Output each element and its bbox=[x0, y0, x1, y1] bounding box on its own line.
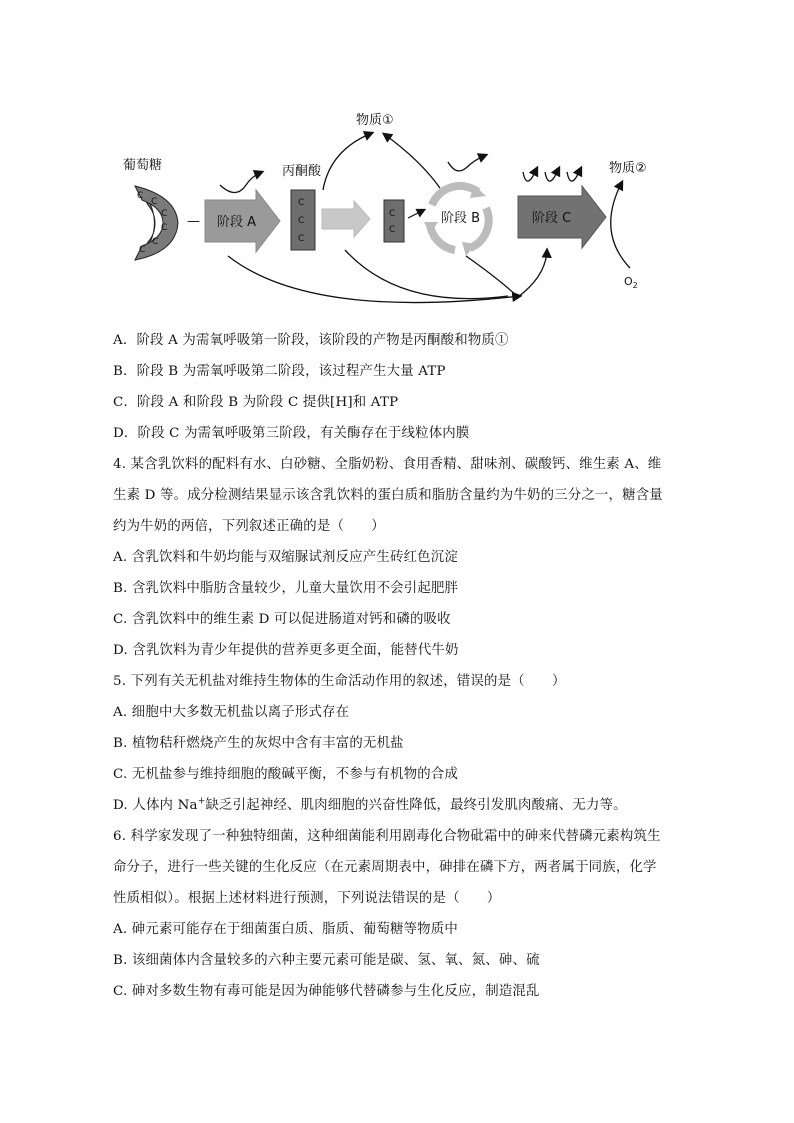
glucose-carbon: C bbox=[152, 237, 159, 247]
glucose-carbon: C bbox=[151, 197, 158, 207]
q3-option-b: B．阶段 B 为需氧呼吸第二阶段，该过程产生大量 ATP bbox=[113, 364, 446, 379]
q5-option-d bbox=[113, 796, 627, 816]
dash-label: — bbox=[187, 214, 200, 229]
stage-a-label: 阶段 A bbox=[217, 215, 257, 230]
byproduct-arrow-b bbox=[448, 155, 486, 171]
h-arrow-from-b bbox=[466, 256, 518, 297]
acetyl-carbon: C bbox=[389, 225, 396, 235]
q5-option-d-pre: D. 人体内 Na bbox=[113, 798, 198, 813]
q5-option-d-post: 缺乏引起神经、肌肉细胞的兴奋性降低，最终引发肌肉酸痛、无力等。 bbox=[205, 798, 627, 813]
pyruvate-carbon: C bbox=[298, 216, 305, 226]
stage-c-arrow bbox=[518, 186, 606, 248]
sodium-charge: + bbox=[197, 796, 206, 807]
q6-stem-line: 命分子，进行一些关键的生化反应（在元素周期表中，砷排在磷下方，两者属于同族，化学 bbox=[113, 860, 657, 875]
q6-stem-line: 6. 科学家发现了一种独特细菌，这种细菌能利用剧毒化合物砒霜中的砷来代替磷元素构筑生 bbox=[113, 829, 661, 844]
glucose-label: 葡萄糖 bbox=[123, 158, 163, 173]
q4-stem-line: 生素 D 等。成分检测结果显示该含乳饮料的蛋白质和脂肪含量约为牛奶的三分之一，糖含量 bbox=[113, 488, 663, 503]
pyruvate-label: 丙酮酸 bbox=[282, 164, 322, 179]
q4-stem-line: 4. 某含乳饮料的配料有水、白砂糖、全脂奶粉、食用香精、甜味剂、碳酸钙、维生素 A、维 bbox=[113, 457, 662, 472]
acetyl-molecule bbox=[384, 200, 404, 242]
q3-option-c: C．阶段 A 和阶段 B 为阶段 C 提供[H]和 ATP bbox=[113, 395, 399, 410]
acetyl-carbon: C bbox=[389, 209, 396, 219]
oxygen-arrow bbox=[611, 182, 630, 268]
h-arrow-from-pyruvate bbox=[345, 250, 508, 299]
substance1-arrow-a bbox=[323, 133, 372, 190]
respiration-diagram bbox=[0, 0, 794, 320]
glucose-carbon: C bbox=[161, 223, 168, 233]
glucose-carbon: C bbox=[137, 191, 144, 201]
q3-option-d: D．阶段 C 为需氧呼吸第三阶段，有关酶存在于线粒体内膜 bbox=[113, 426, 470, 441]
stage-c-label: 阶段 C bbox=[532, 211, 572, 226]
q6-option-a: A. 砷元素可能存在于细菌蛋白质、脂质、葡萄糖等物质中 bbox=[113, 922, 458, 937]
q5-option-b: B. 植物秸秆燃烧产生的灰烬中含有丰富的无机盐 bbox=[113, 736, 404, 751]
q5-option-a: A. 细胞中大多数无机盐以离子形式存在 bbox=[113, 705, 350, 720]
q6-option-c: C. 砷对多数生物有毒可能是因为砷能够代替磷参与生化反应，制造混乱 bbox=[113, 984, 540, 999]
q4-option-a: A. 含乳饮料和牛奶均能与双缩脲试剂反应产生砖红色沉淀 bbox=[113, 550, 458, 565]
substance1-label: 物质① bbox=[356, 113, 394, 128]
stage-b-cycle bbox=[424, 185, 489, 256]
stage-a-arrow bbox=[205, 190, 280, 252]
glucose-carbon: C bbox=[161, 209, 168, 219]
substance2-label: 物质② bbox=[609, 161, 647, 176]
q4-option-c: C. 含乳饮料中的维生素 D 可以促进肠道对钙和磷的吸收 bbox=[113, 612, 451, 627]
substance1-arrow-b bbox=[384, 134, 440, 188]
glucose-molecule bbox=[135, 186, 178, 260]
q6-option-b: B. 该细菌体内含量较多的六种主要元素可能是碳、氢、氧、氮、砷、硫 bbox=[113, 953, 540, 968]
q6-stem-line: 性质相似）。根据上述材料进行预测，下列说法错误的是（ ） bbox=[113, 891, 501, 906]
pyruvate-molecule bbox=[291, 190, 315, 250]
q4-option-d: D. 含乳饮料为青少年提供的营养更多更全面，能替代牛奶 bbox=[113, 643, 459, 658]
q3-option-a: A．阶段 A 为需氧呼吸第一阶段，该阶段的产物是丙酮酸和物质① bbox=[113, 333, 509, 348]
h-arrow-to-c bbox=[518, 250, 547, 297]
pyruvate-carbon: C bbox=[298, 234, 305, 244]
oxygen-label: $O_2$ bbox=[624, 275, 638, 290]
q5-stem: 5. 下列有关无机盐对维持生物体的生命活动作用的叙述，错误的是（ ） bbox=[113, 674, 566, 689]
pyruvate-carbon: C bbox=[298, 198, 305, 208]
byproduct-arrow-c2 bbox=[545, 168, 559, 181]
conversion-arrow bbox=[322, 201, 370, 237]
q4-option-b: B. 含乳饮料中脂肪含量较少，儿童大量饮用不会引起肥胖 bbox=[113, 581, 459, 596]
q4-stem-line: 约为牛奶的两倍，下列叙述正确的是（ ） bbox=[113, 519, 385, 534]
glucose-carbon: C bbox=[139, 245, 146, 255]
q5-option-c: C. 无机盐参与维持细胞的酸碱平衡，不参与有机物的合成 bbox=[113, 767, 459, 782]
byproduct-arrow-c1 bbox=[523, 168, 537, 181]
stage-b-label: 阶段 B bbox=[441, 211, 481, 226]
byproduct-arrow-c3 bbox=[567, 168, 581, 181]
acetyl-entry-arrow bbox=[408, 210, 424, 218]
